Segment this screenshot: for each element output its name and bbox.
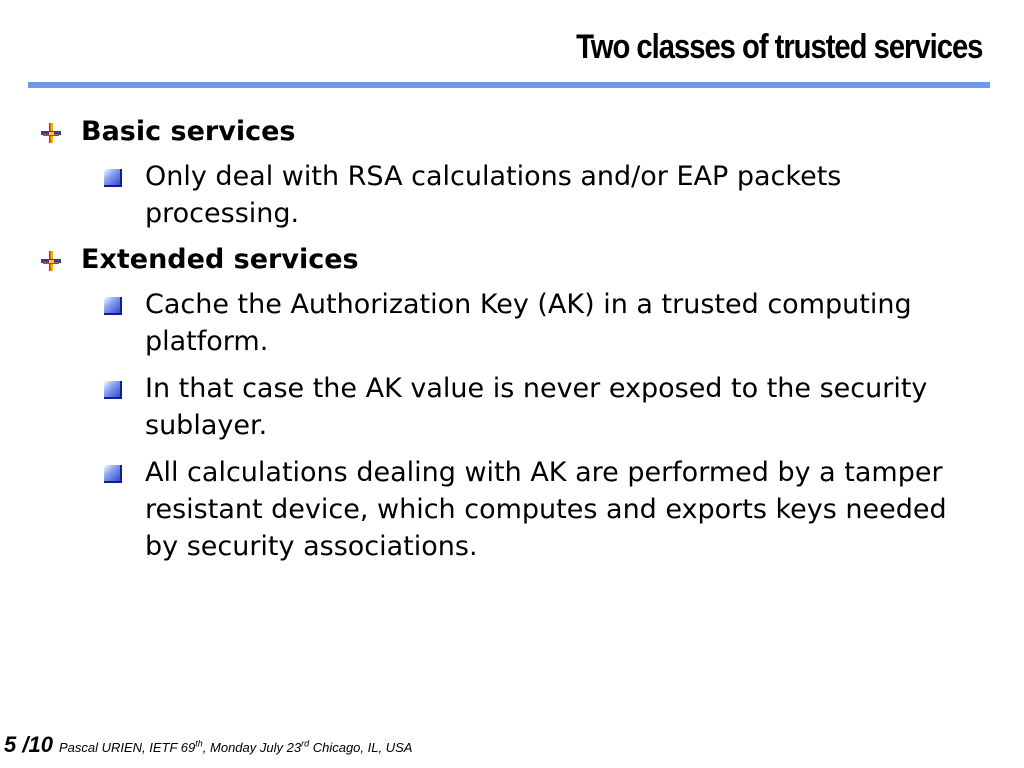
page-total: 10 [28,732,53,757]
blue-square-bullet-icon [104,297,122,315]
sub-bullet-text: Cache the Authorization Key (AK) in a trusted computing platform. [145,289,912,357]
sub-bullet-tamper-resistant [0,454,965,565]
bullet-extended-services [0,242,961,278]
blue-square-bullet-icon [104,465,122,483]
sub-bullet-rsa-eap [0,158,965,232]
bullet-text: Basic services [81,116,296,147]
bullet-basic-services [0,114,961,150]
sub-bullet-cache-ak [0,286,965,360]
footer-location: Chicago, IL, USA [309,740,413,755]
footer-author: Pascal URIEN, IETF 69 [58,740,196,755]
slide-title: Two classes of trusted services [575,28,982,66]
footer-sup-rd: rd [301,738,310,749]
sub-bullet-text: Only deal with RSA calculations and/or EAP packets processing. [145,161,842,229]
blue-square-bullet-icon [104,169,122,187]
title-underline [28,82,990,88]
sub-bullet-text: In that case the AK value is never exposed to the security sublayer. [145,373,928,441]
page-current: 5 [4,732,17,757]
footer-date: , Monday July 23 [202,740,302,755]
bullet-text: Extended services [81,244,359,275]
colored-cross-bullet-icon [40,250,62,272]
colored-cross-bullet-icon [40,122,62,144]
footer-sup-th: th [195,738,203,749]
slide-content [0,114,1024,575]
page-separator: / [16,732,29,757]
page-number [4,732,53,757]
sub-bullet-text: All calculations dealing with AK are performed by a tamper resistant device, which computes and exports keys needed by security associations. [145,457,947,562]
footer-citation [59,740,412,755]
sub-bullet-ak-not-exposed [0,370,965,444]
blue-square-bullet-icon [104,381,122,399]
slide-footer [4,732,412,758]
